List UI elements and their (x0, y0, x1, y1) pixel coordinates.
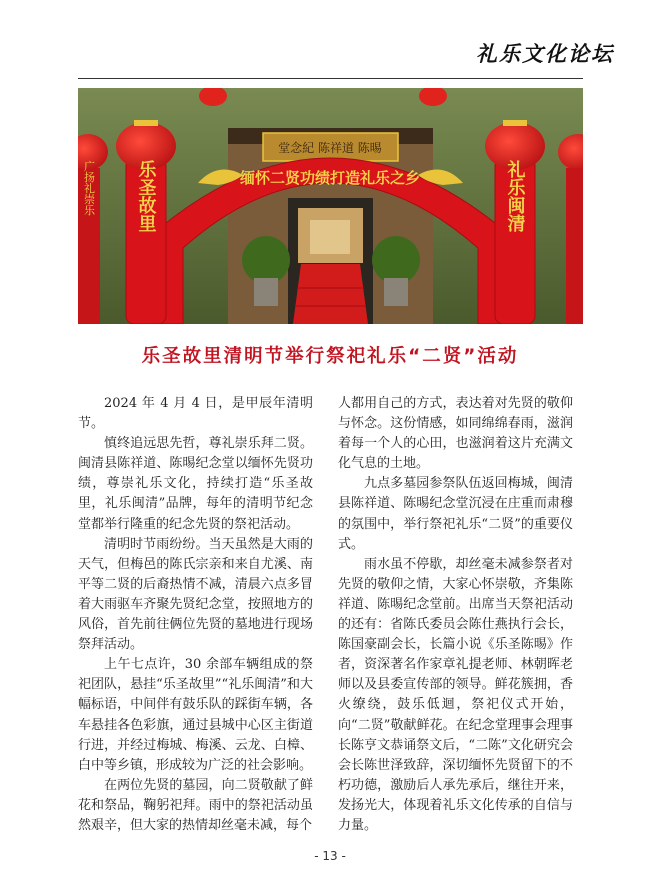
header-rule (78, 78, 583, 79)
arch-slogan: 缅怀二贤功绩打造礼乐之乡 (239, 169, 421, 187)
right-banner-text: 礼乐闽清 (504, 160, 526, 232)
paragraph: 雨水虽不停歇，却丝毫未减参祭者对先贤的敬仰之情，大家心怀崇敬，齐集陈祥道、陈晹纪念堂前。出席当天祭祀活动的还有：省陈氏委员会陈仕燕执行会长，陈国豪副会长，长篇小说《乐圣陈晹》作者，资深著名作家章礼提老师、林朝晖老师以及县委宣传部的领导。鲜花簇拥，香火缭绕，鼓乐低迴，祭祀仪式开始，向“二贤”敬献鲜花。在纪念堂理事会理事长陈亨文恭诵祭文后，“二陈”文化研究会会长陈世泽致辞，深切缅怀先贤留下的不朽功德，激励后人承先承后，继往开来，发扬光大，体现着礼乐文化传承的自信与力量。 (338, 556, 573, 833)
paragraph: 九点多墓园参祭队伍返回梅城，闽清县陈祥道、陈晹纪念堂沉浸在庄重而肃穆的氛围中，举行祭祀礼乐“二贤”的重要仪式。 (338, 476, 573, 552)
article-title: 乐圣故里清明节举行祭祀礼乐“二贤”活动 (141, 346, 519, 367)
paragraph-continuation: 人都用自己的方式，表达着对先贤的敬仰与怀念。这份情感，如同绵绵春雨，滋润着每一个人的心田，也滋润着这片充满文化气息的土地。 (338, 396, 573, 472)
article-column-left (78, 394, 313, 836)
left-banner-text: 乐圣故里 (135, 160, 157, 232)
plaque-text: 堂念紀 陈祥道 陈晹 (278, 141, 382, 155)
paragraph: 在两位先贤的墓园，向二贤敬献了鲜花和祭品，鞠躬祀拜。雨中的祭祀活动虽然艰辛，但大家的热情却丝毫未减，每个 (78, 777, 313, 833)
paragraph: 上午七点许，30 余部车辆组成的祭祀团队，悬挂“乐圣故里”“礼乐闽清”和大幅标语，中间伴有鼓乐队的踩街车辆，各车悬挂各色彩旗，通过县城中心区主街道行进，并经过梅城、梅溪、云龙、白樟、白中等乡镇，形成较为广泛的社会影响。 (78, 657, 313, 773)
paragraph: 慎终追远思先哲，尊礼崇乐拜二贤。闽清县陈祥道、陈晹纪念堂以缅怀先贤功绩，尊崇礼乐文化，持续打造“乐圣故里，礼乐闽清”品牌，每年的清明节纪念堂都举行隆重的纪念先贤的祭祀活动。 (78, 436, 313, 532)
paragraph: 清明时节雨纷纷。当天虽然是大雨的天气，但梅邑的陈氏宗亲和来自尤溪、南平等二贤的后裔热情不减，清晨六点多冒着大雨驱车齐聚先贤纪念堂，按照地方的风俗，首先前往俩位先贤的墓地进行现场祭拜活动。 (78, 536, 313, 653)
memorial-hall-arch-illustration (78, 88, 583, 324)
page-number: - 13 - (314, 849, 346, 863)
paragraph: 2024 年 4 月 4 日，是甲辰年清明节。 (78, 396, 313, 432)
magazine-masthead: 礼乐文化论坛 (476, 41, 614, 66)
article-column-right (338, 394, 573, 836)
far-left-banner-text: 广扬礼崇乐 (82, 160, 96, 216)
event-photo (78, 88, 583, 324)
